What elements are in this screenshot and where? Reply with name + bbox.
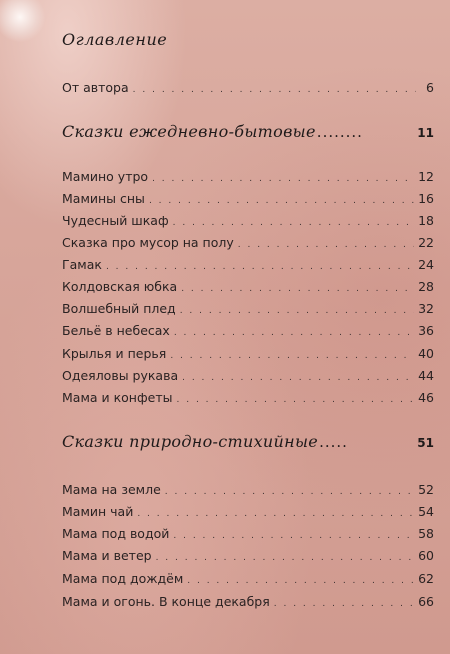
toc-entry[interactable] [62,279,434,297]
entry-page: 12 [418,169,434,184]
section-title: Сказки ежедневно-бытовые [62,122,316,141]
entry-label: Бельё в небесах [62,323,170,338]
section-heading[interactable] [62,432,434,451]
entry-page: 54 [418,504,434,519]
entry-label: Волшебный плед [62,301,176,316]
entry-label: От автора [62,80,129,95]
section-heading[interactable] [62,122,434,141]
entry-page: 32 [418,301,434,316]
toc-entry[interactable] [62,213,434,231]
toc-entry[interactable] [62,482,434,500]
toc-entry[interactable] [62,504,434,522]
toc-entry-author[interactable] [62,80,434,98]
toc-entry[interactable] [62,548,434,566]
dot-leader [187,571,414,586]
entry-page: 22 [418,235,434,250]
entry-page: 6 [426,80,434,95]
entry-label: Мамино утро [62,169,149,184]
entry-page: 18 [418,213,434,228]
dot-leader [156,548,415,563]
dot-leader [173,526,414,541]
section-title: Сказки природно-стихийные [62,432,319,451]
dot-leader [149,191,414,206]
toc-entry[interactable] [62,390,434,408]
dot-leader [274,594,414,609]
section-dots: ........ [316,123,363,141]
entry-label: Чудесный шкаф [62,213,169,228]
entry-label: Мама и конфеты [62,390,173,405]
toc-entry[interactable] [62,571,434,589]
toc-entry[interactable] [62,368,434,386]
entry-label: Колдовская юбка [62,279,178,294]
entry-page: 44 [418,368,434,383]
corner-decoration [0,0,46,42]
entry-page: 60 [418,548,434,563]
entry-page: 52 [418,482,434,497]
entry-label: Одеяловы рукава [62,368,179,383]
entry-label: Мама под дождём [62,571,184,586]
section-page: 51 [417,436,434,450]
entry-page: 40 [418,346,434,361]
entry-page: 66 [418,594,434,609]
dot-leader [133,80,416,95]
toc-entry[interactable] [62,235,434,253]
toc-entry[interactable] [62,526,434,544]
toc-entry[interactable] [62,301,434,319]
toc-entry[interactable] [62,191,434,209]
dot-leader [106,257,414,272]
dot-leader [174,323,414,338]
entry-page: 28 [418,279,434,294]
toc-entry[interactable] [62,257,434,275]
toc-entry[interactable] [62,169,434,187]
dot-leader [170,346,414,361]
dot-leader [177,390,415,405]
entry-label: Мама и огонь. В конце декабря [62,594,270,609]
entry-label: Сказка про мусор на полу [62,235,234,250]
toc-entry[interactable] [62,594,434,612]
toc-title: Оглавление [62,30,168,49]
entry-label: Крылья и перья [62,346,167,361]
dot-leader [238,235,414,250]
entry-label: Мама и ветер [62,548,152,563]
dot-leader [152,169,414,184]
section-dots: ..... [319,433,348,451]
dot-leader [182,368,414,383]
entry-label: Гамак [62,257,102,272]
entry-page: 46 [418,390,434,405]
entry-label: Мамин чай [62,504,134,519]
entry-page: 36 [418,323,434,338]
entry-page: 24 [418,257,434,272]
dot-leader [180,301,414,316]
entry-page: 62 [418,571,434,586]
entry-label: Мама на земле [62,482,161,497]
dot-leader [173,213,414,228]
section-page: 11 [417,126,434,140]
entry-page: 58 [418,526,434,541]
entry-label: Мама под водой [62,526,170,541]
toc-entry[interactable] [62,323,434,341]
dot-leader [137,504,414,519]
entry-label: Мамины сны [62,191,145,206]
toc-entry[interactable] [62,346,434,364]
entry-page: 16 [418,191,434,206]
dot-leader [181,279,414,294]
dot-leader [165,482,414,497]
